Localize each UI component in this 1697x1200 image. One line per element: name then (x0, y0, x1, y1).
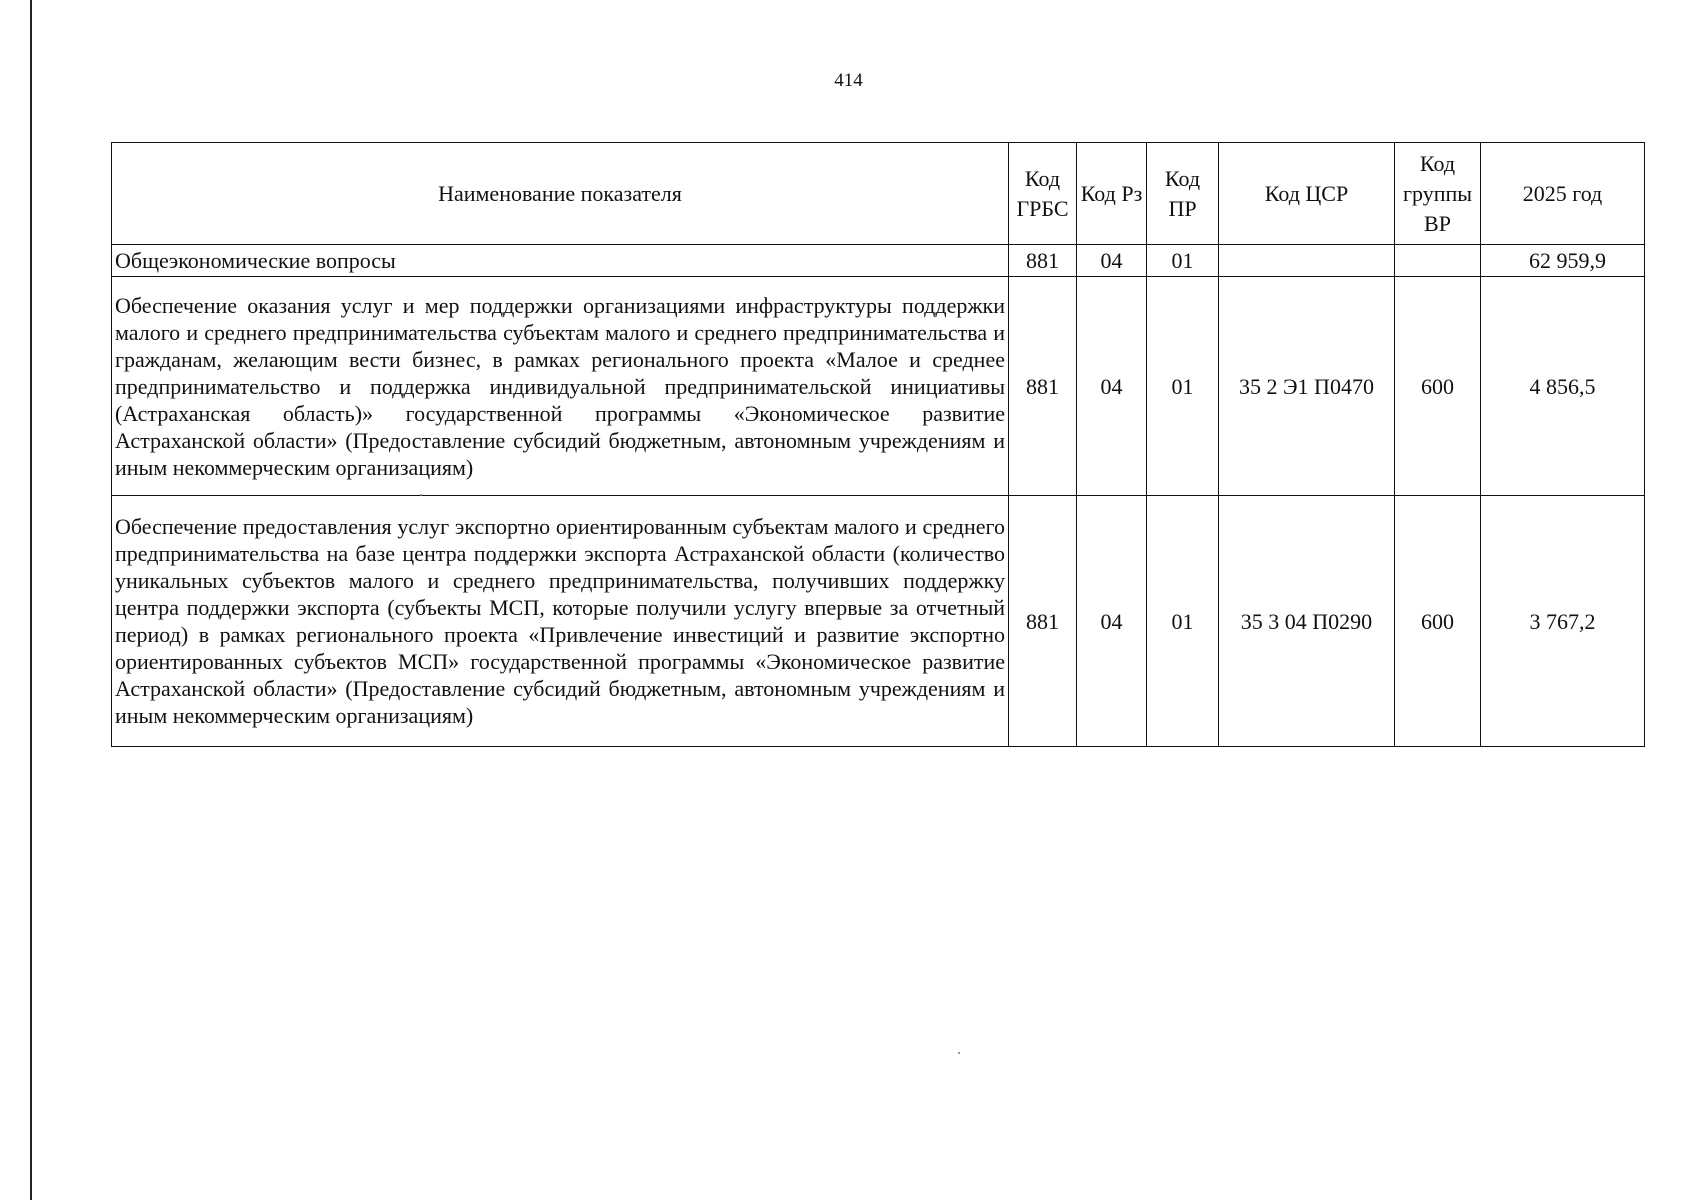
table-row (112, 277, 1645, 496)
csr-cell (1219, 245, 1395, 277)
vr-cell: 600 (1395, 277, 1481, 496)
scan-speck (420, 494, 422, 496)
indicator-name-cell: Обеспечение предоставления услуг экспортно ориентированным субъектам малого и среднего предпринимательства на базе центра поддержки экспорта Астраханской области (количество уникальных субъектов малого и среднего предпринимательства, получивших поддержку центра поддержки экспорта (субъекты МСП, которые получили услугу впервые за отчетный период) в рамках регионального проекта «Привлечение инвестиций и развитие экспортно ориентированных субъектов МСП» государственной программы «Экономическое развитие Астраханской области» (Предоставление субсидий бюджетным, автономным учреждениям и иным некоммерческим организациям) (112, 496, 1009, 747)
pr-cell: 01 (1147, 496, 1219, 747)
grbs-cell: 881 (1009, 277, 1077, 496)
header-year-2025: 2025 год (1481, 143, 1645, 245)
grbs-cell: 881 (1009, 245, 1077, 277)
indicator-name-cell: Общеэкономические вопросы (112, 245, 1009, 277)
vr-cell: 600 (1395, 496, 1481, 747)
header-csr-code: Код ЦСР (1219, 143, 1395, 245)
indicator-name-cell: Обеспечение оказания услуг и мер поддержки организациями инфраструктуры поддержки малого и среднего предпринимательства субъектам малого и среднего предпринимательства и гражданам, желающим вести бизнес, в рамках регионального проекта «Малое и среднее предпринимательство и поддержка индивидуальной предпринимательской инициативы (Астраханская область)» государственной программы «Экономическое развитие Астраханской области» (Предоставление субсидий бюджетным, автономным учреждениям и иным некоммерческим организациям) (112, 277, 1009, 496)
header-pr-code: Код ПР (1147, 143, 1219, 245)
header-rz-code: Код Рз (1077, 143, 1147, 245)
header-grbs-code: Код ГРБС (1009, 143, 1077, 245)
table-header-row (112, 143, 1645, 245)
header-indicator-name: Наименование показателя (112, 143, 1009, 245)
table-row (112, 245, 1645, 277)
rz-cell: 04 (1077, 277, 1147, 496)
binding-margin-line (30, 0, 32, 1200)
pr-cell: 01 (1147, 277, 1219, 496)
rz-cell: 04 (1077, 496, 1147, 747)
pr-cell: 01 (1147, 245, 1219, 277)
rz-cell: 04 (1077, 245, 1147, 277)
page-number: 414 (834, 70, 863, 91)
amount-cell: 3 767,2 (1481, 496, 1645, 747)
grbs-cell: 881 (1009, 496, 1077, 747)
table-row (112, 496, 1645, 747)
amount-cell: 62 959,9 (1481, 245, 1645, 277)
amount-cell: 4 856,5 (1481, 277, 1645, 496)
csr-cell: 35 2 Э1 П0470 (1219, 277, 1395, 496)
csr-cell: 35 3 04 П0290 (1219, 496, 1395, 747)
vr-cell (1395, 245, 1481, 277)
scan-speck (958, 1052, 960, 1054)
budget-table (111, 142, 1645, 747)
header-vr-group-code: Код группы ВР (1395, 143, 1481, 245)
